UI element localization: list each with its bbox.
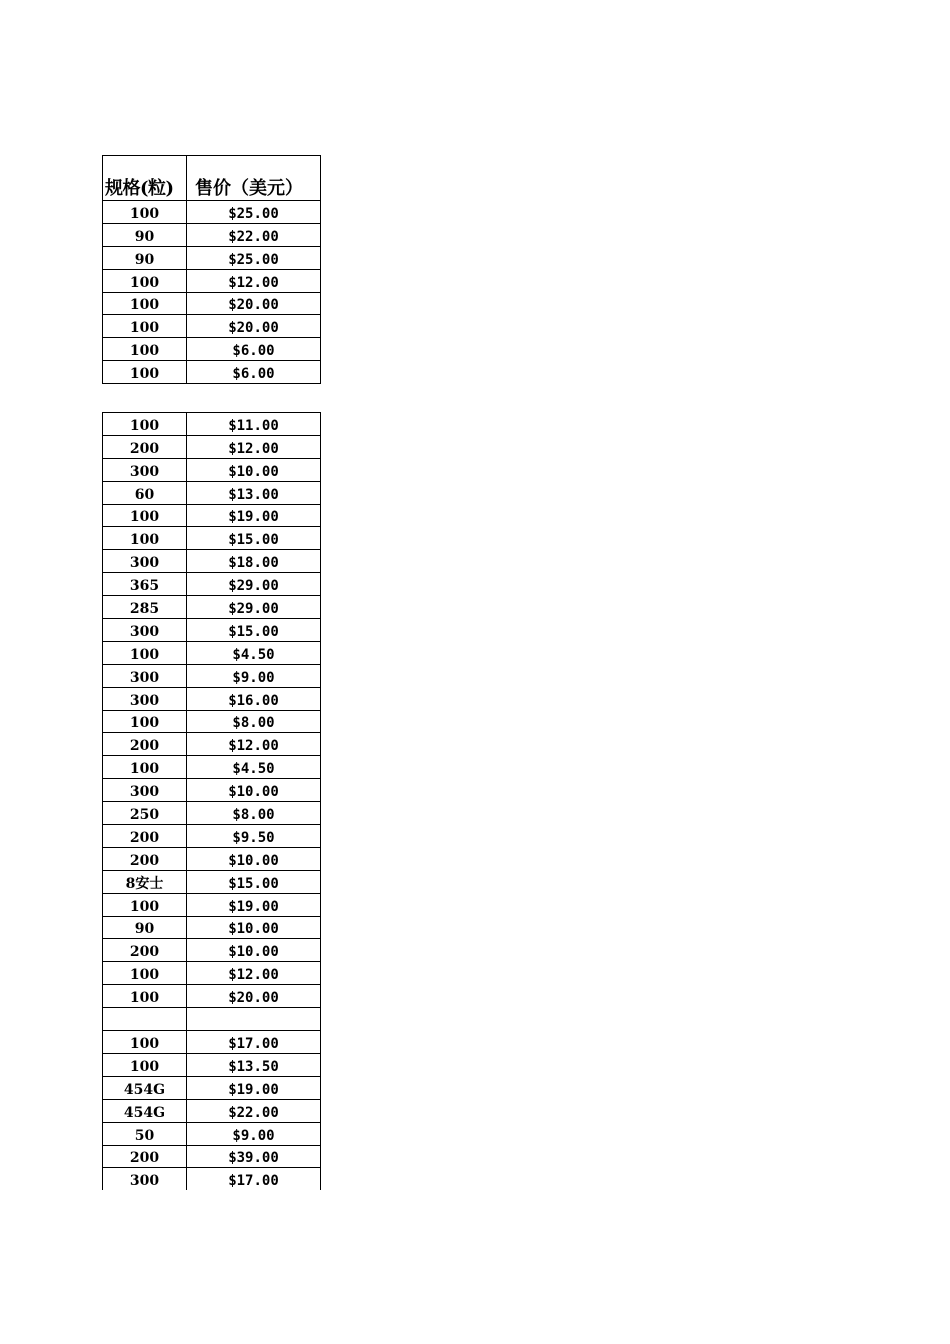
table-row [103,201,321,224]
spec-cell: 300 [103,458,187,481]
spec-cell: 100 [103,710,187,733]
spec-cell: 200 [103,435,187,458]
spec-cell: 90 [103,223,187,246]
table-row [103,664,321,687]
table-row [103,847,321,870]
table-row [103,223,321,246]
spec-cell: 300 [103,1168,187,1190]
price-cell: $8.00 [187,710,321,733]
table-row [103,1053,321,1076]
price-cell: $9.50 [187,825,321,848]
spec-cell: 300 [103,687,187,710]
spec-cell: 100 [103,1031,187,1054]
price-cell: $17.00 [187,1168,321,1190]
price-cell: $20.00 [187,985,321,1008]
table-row [103,246,321,269]
price-cell: $29.00 [187,596,321,619]
price-cell: $11.00 [187,413,321,436]
price-cell: $17.00 [187,1031,321,1054]
table-row [103,779,321,802]
table-row [103,687,321,710]
spec-cell: 200 [103,825,187,848]
spec-cell: 100 [103,338,187,361]
table-row [103,1122,321,1145]
table-row [103,292,321,315]
table-row [103,1008,321,1031]
table-row [103,985,321,1008]
table-row [103,1145,321,1168]
price-cell: $16.00 [187,687,321,710]
price-cell: $18.00 [187,550,321,573]
spec-cell: 100 [103,361,187,384]
spec-cell: 100 [103,527,187,550]
price-cell: $25.00 [187,246,321,269]
spec-cell: 100 [103,269,187,292]
table-row [103,825,321,848]
price-cell: $20.00 [187,315,321,338]
table-row [103,893,321,916]
table-row [103,458,321,481]
header-spec: 规格(粒) [103,156,187,201]
price-cell: $9.00 [187,1122,321,1145]
spec-cell: 100 [103,756,187,779]
spec-cell: 285 [103,596,187,619]
price-cell: $10.00 [187,939,321,962]
spec-cell: 100 [103,1053,187,1076]
spec-cell: 200 [103,733,187,756]
table-row [103,361,321,384]
price-cell: $10.00 [187,779,321,802]
price-cell: $12.00 [187,733,321,756]
spec-cell: 100 [103,641,187,664]
price-cell: $12.00 [187,435,321,458]
price-cell: $25.00 [187,201,321,224]
price-cell: $22.00 [187,1099,321,1122]
table-row [103,435,321,458]
table-row [103,481,321,504]
spec-cell: 90 [103,916,187,939]
price-cell: $12.00 [187,269,321,292]
table-row [103,641,321,664]
spec-cell: 100 [103,893,187,916]
price-cell: $39.00 [187,1145,321,1168]
price-cell: $19.00 [187,1076,321,1099]
price-cell [187,1008,321,1031]
price-cell: $19.00 [187,893,321,916]
price-cell: $9.00 [187,664,321,687]
spec-cell: 454G [103,1099,187,1122]
table-row [103,870,321,893]
spec-cell: 90 [103,246,187,269]
spec-cell: 300 [103,550,187,573]
table-row [103,916,321,939]
price-cell: $10.00 [187,458,321,481]
spec-cell: 8安士 [103,870,187,893]
spec-cell: 300 [103,779,187,802]
spec-cell: 100 [103,413,187,436]
spec-cell: 200 [103,939,187,962]
spec-cell: 50 [103,1122,187,1145]
table-row [103,269,321,292]
table-row [103,962,321,985]
price-cell: $12.00 [187,962,321,985]
table-row [103,756,321,779]
spec-cell: 200 [103,847,187,870]
price-cell: $29.00 [187,573,321,596]
table-row [103,550,321,573]
price-cell: $6.00 [187,338,321,361]
table-row [103,710,321,733]
price-cell: $13.50 [187,1053,321,1076]
table-row [103,596,321,619]
price-cell: $20.00 [187,292,321,315]
table-row [103,939,321,962]
price-cell: $13.00 [187,481,321,504]
spec-cell [103,1008,187,1031]
price-cell: $8.00 [187,802,321,825]
header-price: 售价（美元） [187,156,321,201]
table-header-row [103,156,321,201]
table-row [103,733,321,756]
price-cell: $19.00 [187,504,321,527]
spec-cell: 300 [103,619,187,642]
spec-cell: 100 [103,201,187,224]
spec-cell: 100 [103,292,187,315]
spec-cell: 300 [103,664,187,687]
spec-cell: 454G [103,1076,187,1099]
price-cell: $4.50 [187,641,321,664]
price-cell: $15.00 [187,527,321,550]
price-table-bottom [102,412,321,1190]
price-cell: $4.50 [187,756,321,779]
table-row [103,802,321,825]
price-cell: $22.00 [187,223,321,246]
price-cell: $6.00 [187,361,321,384]
table-row [103,1031,321,1054]
spec-cell: 60 [103,481,187,504]
price-cell: $15.00 [187,870,321,893]
price-cell: $10.00 [187,916,321,939]
table-row [103,1076,321,1099]
spec-cell: 365 [103,573,187,596]
spec-cell: 100 [103,504,187,527]
spec-cell: 250 [103,802,187,825]
price-cell: $10.00 [187,847,321,870]
spec-cell: 100 [103,985,187,1008]
spec-cell: 100 [103,962,187,985]
spec-cell: 100 [103,315,187,338]
table-row [103,504,321,527]
table-row [103,1168,321,1190]
price-cell: $15.00 [187,619,321,642]
table-row [103,619,321,642]
table-row [103,573,321,596]
table-row [103,413,321,436]
table-row [103,315,321,338]
table-row [103,527,321,550]
table-row [103,338,321,361]
table-row [103,1099,321,1122]
spec-cell: 200 [103,1145,187,1168]
price-table-top [102,155,321,384]
